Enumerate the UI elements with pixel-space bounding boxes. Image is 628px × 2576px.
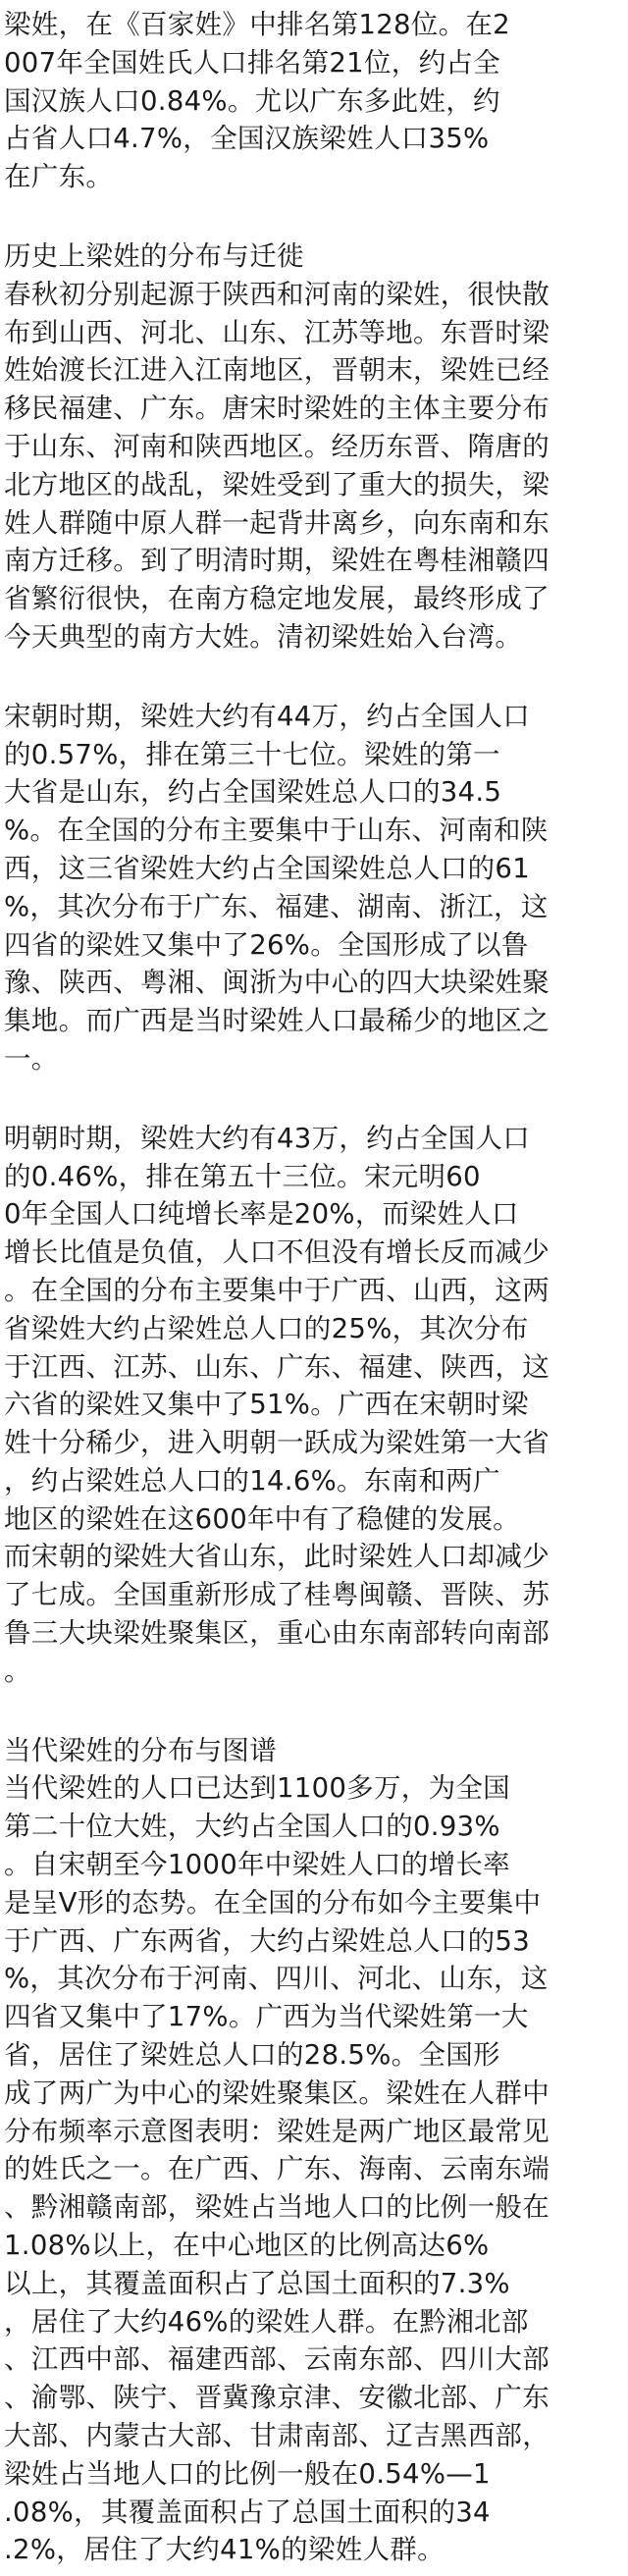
- text-line: 而宋朝的梁姓大省山东，此时梁姓人口却减少: [4, 1541, 550, 1573]
- text-line: 分布频率示意图表明：梁姓是两广地区最常见: [4, 2115, 550, 2147]
- text-line: 第二十位大姓，大约占全国人口的0.93%: [4, 1811, 500, 1843]
- text-line: .08%，其覆盖面积占了总国土面积的34: [4, 2496, 491, 2528]
- text-line: 、江西中部、福建西部、云南东部、四川大部: [4, 2343, 550, 2376]
- text-line: 了七成。全国重新形成了桂粤闽赣、晋陕、苏: [4, 1579, 550, 1611]
- text-line: 西，这三省梁姓大约占全国梁姓总人口的61: [4, 852, 530, 884]
- text-line: %。在全国的分布主要集中于山东、河南和陕: [4, 815, 549, 847]
- text-line: 鲁三大块梁姓聚集区，重心由东南部转向南部: [4, 1617, 550, 1650]
- text-line: 省，居住了梁姓总人口的28.5%。全国形: [4, 2039, 500, 2072]
- text-line: 、黔湘赣南部，梁姓占当地人口的比例一般在: [4, 2191, 550, 2224]
- text-line: 宋朝时期，梁姓大约有44万，约占全国人口: [4, 700, 530, 732]
- text-line: 于山东、河南和陕西地区。经历东晋、隋唐的: [4, 430, 550, 462]
- text-line: .2%，居住了大约41%的梁姓人群。: [4, 2534, 445, 2566]
- text-line: 南方迁移。到了明清时期，梁姓在粤桂湘赣四: [4, 545, 550, 577]
- text-line: 北方地区的战乱，梁姓受到了重大的损失，梁: [4, 468, 550, 500]
- text-line: 。在全国的分布主要集中于广西、山西，这两: [4, 1274, 550, 1306]
- text-line: 四省又集中了17%。广西为当代梁姓第一大: [4, 2001, 529, 2033]
- text-line: 007年全国姓氏人口排名第21位，约占全: [4, 46, 500, 79]
- text-line: 明朝时期，梁姓大约有43万，约占全国人口: [4, 1122, 530, 1154]
- text-line: 梁姓，在《百家姓》中排名第128位。在2: [4, 9, 510, 40]
- text-line: 的0.46%，排在第五十三位。宋元明60: [4, 1160, 481, 1192]
- text-line: 布到山西、河北、山东、江苏等地。东晋时梁: [4, 316, 550, 348]
- text-line: 成了两广为中心的梁姓聚集区。梁姓在人群中: [4, 2077, 550, 2109]
- text-line: 在广东。: [4, 161, 114, 193]
- text-line: 梁姓占当地人口的比例一般在0.54%—1: [4, 2457, 491, 2490]
- text-line: 春秋初分别起源于陕西和河南的梁姓，很快散: [4, 278, 550, 310]
- text-line: 占省人口4.7%，全国汉族梁姓人口35%: [4, 123, 490, 155]
- text-line: 0年全国人口纯增长率是20%，而梁姓人口: [4, 1198, 519, 1231]
- paragraph-gap: [4, 196, 624, 237]
- text-line: 于广西、广东两省，大约占梁姓总人口的53: [4, 1924, 530, 1957]
- text-line: 省梁姓大约占梁姓总人口的25%，其次分布: [4, 1312, 529, 1344]
- section-heading: 当代梁姓的分布与图谱: [4, 1734, 277, 1766]
- text-line: 。自宋朝至今1000年中梁姓人口的增长率: [4, 1849, 510, 1881]
- text-line: 四省的梁姓又集中了26%。全国形成了以鲁: [4, 928, 529, 961]
- history-section: [4, 237, 624, 657]
- intro-paragraph: [4, 6, 624, 196]
- text-line: 当代梁姓的人口已达到1100多万，为全国: [4, 1772, 510, 1805]
- text-line: %，其次分布于河南、四川、河北、山东，这: [4, 1963, 549, 1995]
- text-line: %，其次分布于广东、福建、湖南、浙江，这: [4, 890, 549, 922]
- text-line: 以上，其覆盖面积占了总国土面积的7.3%: [4, 2267, 510, 2299]
- text-line: 增长比值是负值，人口不但没有增长反而减少: [4, 1236, 550, 1269]
- text-line: 一。: [4, 1042, 59, 1075]
- text-line: 是呈V形的态势。在全国的分布如今主要集中: [4, 1886, 542, 1919]
- paragraph-gap: [4, 1078, 624, 1120]
- section-heading: 历史上梁姓的分布与迁徙: [4, 239, 304, 272]
- text-line: 姓始渡长江进入江南地区，晋朝末，梁姓已经: [4, 354, 550, 387]
- song-dynasty-paragraph: [4, 698, 624, 1078]
- text-line: 姓人群随中原人群一起背井离乡，向东南和东: [4, 506, 550, 539]
- text-line: 国汉族人口0.84%。尤以广东多此姓，约: [4, 84, 500, 117]
- text-line: ，居住了大约46%的梁姓人群。在黔湘北部: [4, 2305, 529, 2338]
- text-line: 。: [4, 1655, 31, 1687]
- text-line: 六省的梁姓又集中了51%。广西在宋朝时梁: [4, 1389, 529, 1421]
- text-line: 的姓氏之一。在广西、广东、海南、云南东端: [4, 2153, 550, 2185]
- text-line: 的0.57%，排在第三十七位。梁姓的第一: [4, 738, 500, 770]
- text-line: 于江西、江苏、山东、广东、福建、陕西，这: [4, 1350, 550, 1383]
- text-line: 1.08%以上，在中心地区的比例高达6%: [4, 2230, 490, 2262]
- text-line: 大部、内蒙古大部、甘肃南部、辽吉黑西部，: [4, 2420, 550, 2452]
- text-line: 省繁衍很快，在南方稳定地发展，最终形成了: [4, 583, 550, 615]
- text-line: 地区的梁姓在这600年中有了稳健的发展。: [4, 1502, 520, 1535]
- paragraph-gap: [4, 657, 624, 698]
- paragraph-gap: [4, 1691, 624, 1732]
- ming-dynasty-paragraph: [4, 1120, 624, 1691]
- text-line: ，约占梁姓总人口的14.6%。东南和两广: [4, 1464, 500, 1497]
- text-line: 豫、陕西、粤湘、闽浙为中心的四大块梁姓聚: [4, 967, 550, 999]
- text-line: 、渝鄂、陕宁、晋冀豫京津、安徽北部、广东: [4, 2382, 550, 2414]
- text-line: 姓十分稀少，进入明朝一跃成为梁姓第一大省: [4, 1427, 550, 1459]
- text-line: 大省是山东，约占全国梁姓总人口的34.5: [4, 776, 502, 809]
- modern-section: [4, 1732, 624, 2570]
- text-line: 移民福建、广东。唐宋时梁姓的主体主要分布: [4, 393, 550, 425]
- text-line: 今天典型的南方大姓。清初梁姓始入台湾。: [4, 620, 523, 653]
- text-line: 集地。而广西是当时梁姓人口最稀少的地区之: [4, 1005, 550, 1037]
